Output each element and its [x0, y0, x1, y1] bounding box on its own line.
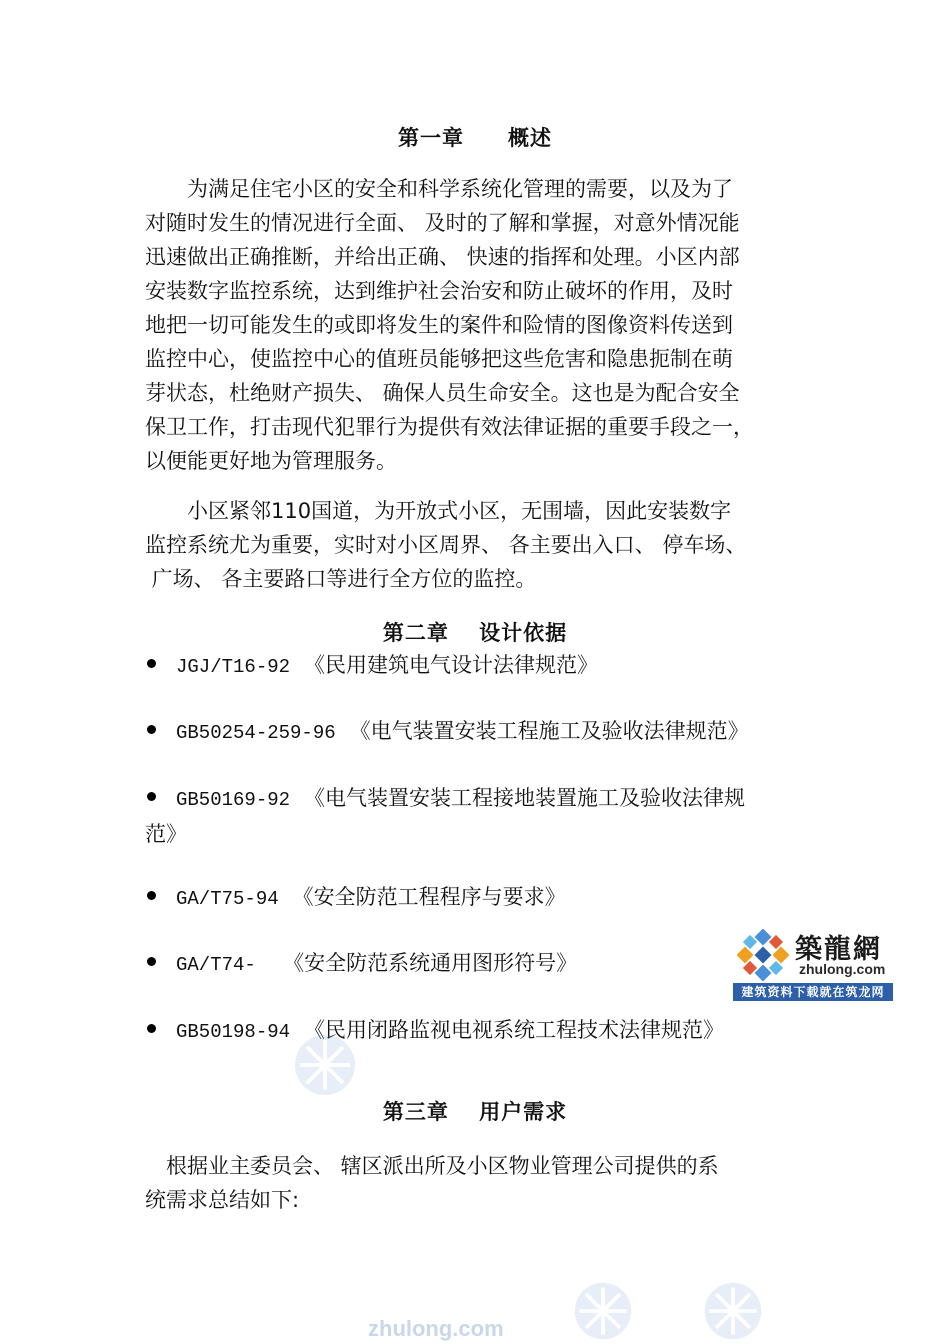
text-line: 对随时发生的情况进行全面、 及时的了解和掌握，对意外情况能: [145, 211, 740, 235]
chapter-1-paragraph-2: [145, 494, 810, 596]
text-line: 保卫工作，打击现代犯罪行为提供有效法律证据的重要手段之一，: [145, 415, 754, 439]
text-line: 监控系统尤为重要，实时对小区周界、 各主要出入口、 停车场、: [145, 533, 747, 557]
standard-title: 《电气装置安装工程接地装置施工及验收法律规: [304, 786, 746, 810]
standard-title: 《安全防范工程程序与要求》: [292, 885, 566, 909]
logo-domain: zhulong.com: [799, 961, 886, 977]
text-line: 监控中心，使监控中心的值班员能够把这些危害和隐患扼制在萌: [145, 347, 733, 371]
standard-item: [147, 714, 812, 750]
standard-code: GA/T74-: [176, 954, 256, 976]
standard-item: [147, 880, 812, 916]
bullet-dot-icon: [147, 957, 156, 966]
watermark-text: zhulong.com: [368, 1316, 504, 1341]
chapter-3-paragraph: [145, 1149, 810, 1217]
chapter-1-title: 第一章 概述: [398, 126, 552, 150]
standard-item: [147, 946, 812, 982]
chapter-1-paragraph-1: [145, 172, 810, 478]
logo-name: 築龍網: [795, 934, 882, 965]
standard-code: GA/T75-94: [176, 888, 279, 910]
standard-code: GB50169-92: [176, 789, 291, 811]
bullet-dot-icon: [147, 891, 156, 900]
text-line: 根据业主委员会、 辖区派出所及小区物业管理公司提供的系: [145, 1154, 719, 1178]
text-line: 统需求总结如下:: [145, 1188, 300, 1212]
standard-code: GB50198-94: [176, 1021, 291, 1043]
bullet-dot-icon: [147, 1024, 156, 1033]
snowflake-watermark-icon: [700, 1278, 766, 1344]
text-line: 地把一切可能发生的或即将发生的案件和险情的图像资料传送到: [145, 313, 733, 337]
text-line: 广场、 各主要路口等进行全方位的监控。: [145, 567, 537, 591]
standard-title: 《民用建筑电气设计法律规范》: [304, 653, 599, 677]
standard-title: 《安全防范系统通用图形符号》: [269, 951, 578, 975]
snowflake-logo-icon: [737, 929, 789, 981]
chapter-2-title: 第二章 设计依据: [382, 621, 568, 645]
bullet-dot-icon: [147, 659, 156, 668]
standard-item: [147, 648, 812, 684]
text-line: 为满足住宅小区的安全和科学系统化管理的需要，以及为了: [145, 177, 733, 201]
standard-code: JGJ/T16-92: [176, 656, 291, 678]
standard-title: 《电气装置安装工程施工及验收法律规范》: [349, 719, 749, 743]
standard-item: [147, 1013, 812, 1049]
bullet-dot-icon: [147, 725, 156, 734]
standard-code: GB50254-259-96: [176, 722, 336, 744]
standard-title-continued: 范》: [145, 822, 187, 846]
zhulong-logo: [733, 923, 893, 1001]
text-line: 芽状态，杜绝财产损失、 确保人员生命安全。这也是为配合安全: [145, 381, 740, 405]
text-line: 安装数字监控系统，达到维护社会治安和防止破坏的作用，及时: [145, 279, 733, 303]
text-line: 小区紧邻110国道，为开放式小区，无围墙，因此安装数字: [145, 499, 732, 523]
logo-slogan: 建筑资料下载就在筑龙网: [733, 983, 893, 1001]
text-line: 以便能更好地为管理服务。: [145, 449, 397, 473]
snowflake-watermark-icon: [570, 1278, 636, 1344]
standard-title: 《民用闭路监视电视系统工程技术法律规范》: [304, 1018, 725, 1042]
text-line: 迅速做出正确推断，并给出正确、 快速的指挥和处理。小区内部: [145, 245, 740, 269]
bullet-dot-icon: [147, 792, 156, 801]
chapter-3-title: 第三章 用户需求: [382, 1100, 568, 1124]
snowflake-watermark-icon: [290, 1030, 360, 1100]
standard-item: [147, 781, 812, 851]
